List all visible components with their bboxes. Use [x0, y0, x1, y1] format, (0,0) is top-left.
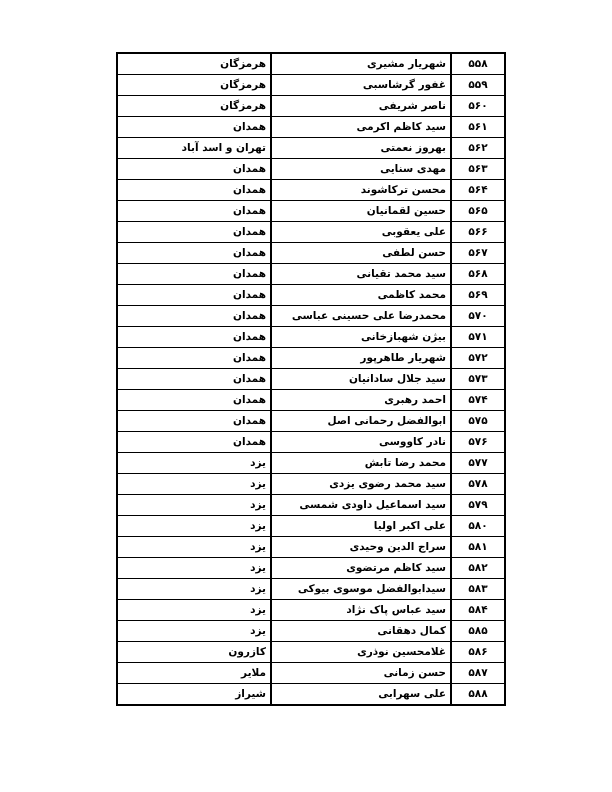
city-name: کازرون: [117, 642, 271, 663]
city-name: همدان: [117, 390, 271, 411]
table-row: [117, 243, 505, 264]
person-name: شهریار مشیری: [271, 53, 451, 75]
row-number: ۵۷۱: [451, 327, 505, 348]
row-number: ۵۸۷: [451, 663, 505, 684]
row-number: ۵۸۱: [451, 537, 505, 558]
person-name: محسن ترکاشوند: [271, 180, 451, 201]
row-number: ۵۶۰: [451, 96, 505, 117]
table-row: [117, 411, 505, 432]
city-name: همدان: [117, 243, 271, 264]
person-name: سید جلال سادانیان: [271, 369, 451, 390]
row-number: ۵۸۲: [451, 558, 505, 579]
row-number: ۵۷۹: [451, 495, 505, 516]
person-name: مهدی سنایی: [271, 159, 451, 180]
row-number: ۵۶۲: [451, 138, 505, 159]
city-name: یزد: [117, 453, 271, 474]
table-row: [117, 495, 505, 516]
person-name: سید کاظم اکرمی: [271, 117, 451, 138]
city-name: همدان: [117, 285, 271, 306]
row-number: ۵۶۹: [451, 285, 505, 306]
row-number: ۵۵۸: [451, 53, 505, 75]
row-number: ۵۶۵: [451, 201, 505, 222]
row-number: ۵۸۴: [451, 600, 505, 621]
table-row: [117, 453, 505, 474]
city-name: یزد: [117, 621, 271, 642]
person-name: علی یعقوبی: [271, 222, 451, 243]
row-number: ۵۸۵: [451, 621, 505, 642]
person-name: سیدابوالفضل موسوی بیوکی: [271, 579, 451, 600]
row-number: ۵۶۷: [451, 243, 505, 264]
row-number: ۵۸۸: [451, 684, 505, 706]
table-row: [117, 53, 505, 75]
person-name: سید اسماعیل داودی شمسی: [271, 495, 451, 516]
city-name: شیراز: [117, 684, 271, 706]
city-name: ملایر: [117, 663, 271, 684]
person-name: سید محمد تقیانی: [271, 264, 451, 285]
table-row: [117, 579, 505, 600]
table-row: [117, 159, 505, 180]
city-name: تهران و اسد آباد: [117, 138, 271, 159]
table-row: [117, 684, 505, 706]
person-name: سید کاظم مرتضوی: [271, 558, 451, 579]
city-name: همدان: [117, 306, 271, 327]
row-number: ۵۷۴: [451, 390, 505, 411]
city-name: یزد: [117, 516, 271, 537]
city-name: همدان: [117, 327, 271, 348]
city-name: هرمزگان: [117, 75, 271, 96]
table-row: [117, 75, 505, 96]
row-number: ۵۷۵: [451, 411, 505, 432]
table-row: [117, 348, 505, 369]
city-name: یزد: [117, 495, 271, 516]
table-row: [117, 264, 505, 285]
row-number: ۵۷۳: [451, 369, 505, 390]
person-name: حسن لطفی: [271, 243, 451, 264]
row-number: ۵۷۰: [451, 306, 505, 327]
names-table-body: [117, 53, 505, 705]
city-name: هرمزگان: [117, 96, 271, 117]
city-name: همدان: [117, 117, 271, 138]
person-name: محمد رضا تابش: [271, 453, 451, 474]
row-number: ۵۸۳: [451, 579, 505, 600]
table-row: [117, 285, 505, 306]
city-name: یزد: [117, 558, 271, 579]
person-name: ابوالفضل رحمانی اصل: [271, 411, 451, 432]
row-number: ۵۷۶: [451, 432, 505, 453]
table-row: [117, 369, 505, 390]
table-row: [117, 621, 505, 642]
row-number: ۵۶۴: [451, 180, 505, 201]
table-row: [117, 390, 505, 411]
table-row: [117, 96, 505, 117]
row-number: ۵۷۷: [451, 453, 505, 474]
table-row: [117, 516, 505, 537]
city-name: همدان: [117, 159, 271, 180]
person-name: بهروز نعمتی: [271, 138, 451, 159]
row-number: ۵۵۹: [451, 75, 505, 96]
city-name: یزد: [117, 579, 271, 600]
table-row: [117, 327, 505, 348]
person-name: سید عباس پاک نژاد: [271, 600, 451, 621]
person-name: غلامحسین نوذری: [271, 642, 451, 663]
table-row: [117, 537, 505, 558]
city-name: همدان: [117, 411, 271, 432]
table-row: [117, 180, 505, 201]
table-row: [117, 600, 505, 621]
person-name: علی سهرابی: [271, 684, 451, 706]
city-name: همدان: [117, 180, 271, 201]
city-name: همدان: [117, 264, 271, 285]
person-name: محمدرضا علی حسینی عباسی: [271, 306, 451, 327]
city-name: همدان: [117, 369, 271, 390]
person-name: علی اکبر اولیا: [271, 516, 451, 537]
person-name: بیژن شهبازخانی: [271, 327, 451, 348]
person-name: کمال دهقانی: [271, 621, 451, 642]
table-row: [117, 201, 505, 222]
city-name: یزد: [117, 600, 271, 621]
person-name: سراج الدین وحیدی: [271, 537, 451, 558]
row-number: ۵۶۳: [451, 159, 505, 180]
person-name: حسن زمانی: [271, 663, 451, 684]
person-name: نادر کاووسی: [271, 432, 451, 453]
table-row: [117, 117, 505, 138]
person-name: غفور گرشاسبی: [271, 75, 451, 96]
table-row: [117, 222, 505, 243]
names-table: [116, 52, 506, 706]
city-name: همدان: [117, 432, 271, 453]
person-name: شهریار طاهرپور: [271, 348, 451, 369]
city-name: همدان: [117, 222, 271, 243]
table-row: [117, 663, 505, 684]
city-name: یزد: [117, 474, 271, 495]
table-row: [117, 432, 505, 453]
city-name: هرمزگان: [117, 53, 271, 75]
person-name: احمد رهبری: [271, 390, 451, 411]
table-row: [117, 138, 505, 159]
person-name: محمد کاظمی: [271, 285, 451, 306]
row-number: ۵۶۸: [451, 264, 505, 285]
city-name: همدان: [117, 201, 271, 222]
table-row: [117, 642, 505, 663]
person-name: ناصر شریفی: [271, 96, 451, 117]
city-name: یزد: [117, 537, 271, 558]
person-name: سید محمد رضوی یزدی: [271, 474, 451, 495]
table-row: [117, 558, 505, 579]
row-number: ۵۸۶: [451, 642, 505, 663]
person-name: حسین لقمانیان: [271, 201, 451, 222]
table-row: [117, 474, 505, 495]
row-number: ۵۸۰: [451, 516, 505, 537]
row-number: ۵۶۶: [451, 222, 505, 243]
table-row: [117, 306, 505, 327]
row-number: ۵۷۸: [451, 474, 505, 495]
row-number: ۵۶۱: [451, 117, 505, 138]
row-number: ۵۷۲: [451, 348, 505, 369]
city-name: همدان: [117, 348, 271, 369]
